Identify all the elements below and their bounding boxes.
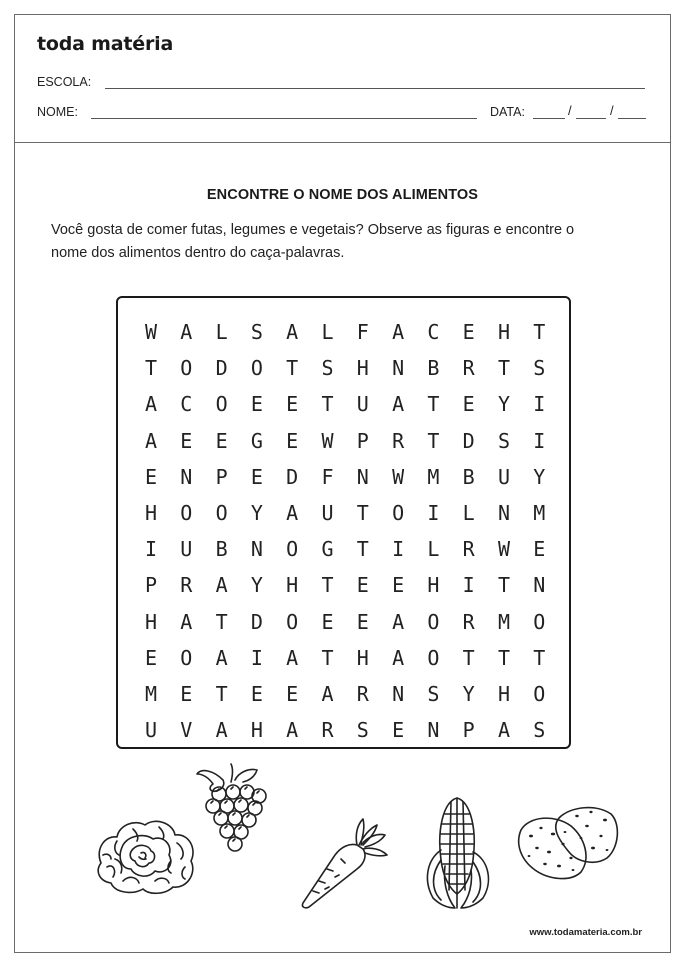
grid-letter[interactable]: B bbox=[462, 464, 475, 489]
grid-letter[interactable]: R bbox=[392, 428, 405, 453]
grid-letter[interactable]: T bbox=[321, 645, 334, 670]
grid-letter[interactable]: E bbox=[180, 682, 193, 706]
grid-letter[interactable]: P bbox=[462, 718, 475, 743]
grid-letter[interactable]: M bbox=[533, 501, 546, 525]
date-month-field[interactable] bbox=[576, 118, 606, 119]
grid-letter[interactable]: E bbox=[250, 464, 263, 489]
grid-letter[interactable]: I bbox=[533, 392, 546, 417]
grid-letter[interactable]: T bbox=[356, 501, 369, 525]
grid-letter[interactable]: B bbox=[427, 356, 440, 381]
grid-letter[interactable]: O bbox=[250, 356, 263, 381]
grid-letter[interactable]: E bbox=[462, 320, 475, 344]
grid-letter[interactable]: A bbox=[392, 392, 405, 417]
grid-letter[interactable]: A bbox=[215, 718, 228, 743]
grid-letter[interactable]: Y bbox=[462, 682, 475, 706]
grid-letter[interactable]: G bbox=[250, 428, 263, 453]
grid-letter[interactable]: A bbox=[286, 320, 299, 344]
grid-letter[interactable]: E bbox=[286, 682, 299, 706]
grid-letter[interactable]: O bbox=[286, 537, 299, 562]
grid-letter[interactable]: I bbox=[462, 573, 475, 598]
grid-letter[interactable]: O bbox=[392, 501, 405, 525]
grid-letter[interactable]: U bbox=[180, 537, 193, 562]
grid-letter[interactable]: E bbox=[250, 682, 263, 706]
grid-letter[interactable]: N bbox=[392, 682, 405, 706]
grid-letter[interactable]: O bbox=[533, 682, 546, 706]
date-year-field[interactable] bbox=[618, 118, 646, 119]
grid-letter[interactable]: Y bbox=[533, 464, 546, 489]
grid-letter[interactable]: R bbox=[321, 718, 334, 743]
brand-logo: toda matéria bbox=[37, 33, 174, 55]
website-url: www.todamateria.com.br bbox=[529, 927, 642, 938]
grid-letter[interactable]: L bbox=[462, 501, 475, 525]
grid-letter[interactable]: A bbox=[180, 609, 193, 634]
grid-letter[interactable]: F bbox=[356, 320, 369, 344]
grid-letter[interactable]: T bbox=[497, 573, 511, 598]
grid-letter[interactable]: H bbox=[427, 573, 440, 598]
grid-letter[interactable]: H bbox=[356, 645, 369, 670]
grid-letter[interactable]: N bbox=[180, 464, 193, 489]
grid-letter[interactable]: E bbox=[250, 392, 263, 417]
grid-letter[interactable]: O bbox=[286, 609, 299, 634]
date-separator: / bbox=[568, 103, 572, 118]
grid-letter[interactable]: R bbox=[356, 682, 369, 706]
grid-letter[interactable]: H bbox=[356, 356, 369, 381]
grid-letter[interactable]: I bbox=[392, 537, 405, 562]
grid-letter[interactable]: O bbox=[215, 392, 228, 417]
grid-letter[interactable]: N bbox=[356, 464, 369, 489]
activity-title: ENCONTRE O NOME DOS ALIMENTOS bbox=[206, 187, 479, 203]
grid-letter[interactable]: S bbox=[427, 682, 440, 706]
grid-letter[interactable]: A bbox=[286, 718, 299, 743]
worksheet-header bbox=[15, 15, 670, 143]
potatoes-icon bbox=[515, 800, 621, 887]
grid-letter[interactable]: S bbox=[533, 718, 546, 743]
grid-letter[interactable]: I bbox=[533, 428, 546, 453]
grid-letter[interactable]: M bbox=[427, 464, 440, 489]
grid-letter[interactable]: E bbox=[462, 392, 475, 417]
grid-letter[interactable]: T bbox=[427, 428, 440, 453]
date-separator: / bbox=[610, 103, 614, 118]
grid-letter[interactable]: A bbox=[215, 573, 228, 598]
grid-letter[interactable]: E bbox=[286, 392, 299, 417]
data-label: DATA: bbox=[490, 105, 525, 119]
grid-letter[interactable]: Y bbox=[250, 501, 263, 525]
grid-letter[interactable]: E bbox=[356, 573, 369, 598]
grapes-icon bbox=[193, 760, 277, 865]
grid-letter[interactable]: V bbox=[180, 718, 193, 743]
grid-letter[interactable]: H bbox=[144, 501, 158, 525]
grid-letter[interactable]: H bbox=[144, 609, 158, 634]
grid-letter[interactable]: A bbox=[180, 320, 193, 344]
grid-letter[interactable]: F bbox=[321, 464, 334, 489]
grid-letter[interactable]: E bbox=[392, 573, 405, 598]
grid-letter[interactable]: U bbox=[356, 392, 369, 417]
grid-letter[interactable]: A bbox=[392, 320, 405, 344]
grid-letter[interactable]: E bbox=[144, 645, 158, 670]
grid-letter[interactable]: A bbox=[392, 609, 405, 634]
grid-letter[interactable]: Y bbox=[250, 573, 263, 598]
grid-letter[interactable]: D bbox=[462, 428, 475, 453]
grid-letter[interactable]: N bbox=[427, 718, 440, 743]
grid-letter[interactable]: T bbox=[533, 320, 546, 344]
grid-letter[interactable]: O bbox=[180, 501, 193, 525]
grid-letter[interactable]: T bbox=[497, 645, 511, 670]
grid-letter[interactable]: S bbox=[356, 718, 369, 743]
grid-letter[interactable]: D bbox=[250, 609, 263, 634]
word-search-grid bbox=[116, 296, 571, 749]
grid-letter[interactable]: D bbox=[286, 464, 299, 489]
grid-letter[interactable]: P bbox=[356, 428, 369, 453]
grid-letter[interactable]: T bbox=[356, 537, 369, 562]
grid-letter[interactable]: T bbox=[497, 356, 511, 381]
grid-letter[interactable]: E bbox=[180, 428, 193, 453]
grid-letter[interactable]: T bbox=[215, 609, 228, 634]
grid-letter[interactable]: I bbox=[427, 501, 440, 525]
grid-letter[interactable]: C bbox=[180, 392, 193, 417]
grid-letter[interactable]: E bbox=[321, 609, 334, 634]
grid-letter[interactable]: M bbox=[144, 682, 158, 706]
grid-letter[interactable]: R bbox=[462, 356, 475, 381]
grid-letter[interactable]: A bbox=[321, 682, 334, 706]
grid-letter[interactable]: T bbox=[533, 645, 546, 670]
grid-letter[interactable]: O bbox=[533, 609, 546, 634]
grid-letter[interactable]: L bbox=[215, 320, 228, 344]
grid-letter[interactable]: W bbox=[497, 537, 511, 562]
grid-letter[interactable]: S bbox=[533, 356, 546, 381]
grid-letter[interactable]: H bbox=[497, 320, 511, 344]
grid-letter[interactable]: O bbox=[215, 501, 228, 525]
grid-letter[interactable]: M bbox=[497, 609, 511, 634]
carrot-icon bbox=[297, 815, 393, 920]
grid-letter[interactable]: N bbox=[533, 573, 546, 598]
nome-label: NOME: bbox=[37, 105, 78, 119]
lettuce-icon bbox=[93, 815, 199, 902]
grid-letter[interactable]: W bbox=[321, 428, 334, 453]
grid-letter[interactable]: B bbox=[215, 537, 228, 562]
grid-letter[interactable]: U bbox=[144, 718, 158, 743]
grid-letter[interactable]: A bbox=[144, 392, 158, 417]
grid-letter[interactable]: N bbox=[392, 356, 405, 381]
grid-letter[interactable]: T bbox=[215, 682, 228, 706]
grid-letter[interactable]: E bbox=[144, 464, 158, 489]
grid-letter[interactable]: T bbox=[321, 573, 334, 598]
grid-letter[interactable]: T bbox=[462, 645, 475, 670]
grid-letter[interactable]: C bbox=[427, 320, 440, 344]
grid-letter[interactable]: E bbox=[392, 718, 405, 743]
grid-letter[interactable]: S bbox=[497, 428, 511, 453]
grid-letter[interactable]: U bbox=[321, 501, 334, 525]
escola-label: ESCOLA: bbox=[37, 75, 92, 89]
grid-letter[interactable]: I bbox=[250, 645, 263, 670]
nome-field[interactable] bbox=[91, 118, 477, 119]
grid-letter[interactable]: A bbox=[286, 501, 299, 525]
grid-letter[interactable]: R bbox=[462, 537, 475, 562]
grid-letter[interactable]: S bbox=[250, 320, 263, 344]
grid-letter[interactable]: W bbox=[144, 320, 158, 344]
date-day-field[interactable] bbox=[533, 118, 565, 119]
grid-letter[interactable]: L bbox=[321, 320, 334, 344]
grid-letter[interactable]: R bbox=[180, 573, 193, 598]
grid-letter[interactable]: H bbox=[497, 682, 511, 706]
grid-letter[interactable]: A bbox=[497, 718, 511, 743]
worksheet-page bbox=[14, 14, 671, 953]
grid-letter[interactable]: E bbox=[215, 428, 228, 453]
grid-letter[interactable]: H bbox=[286, 573, 299, 598]
grid-letter[interactable]: S bbox=[321, 356, 334, 381]
activity-instructions: Você gosta de comer futas, legumes e vegetais? Observe as figuras e encontre o nome dos alimentos dentro do caça-palavras. bbox=[51, 222, 575, 261]
grid-letter[interactable]: T bbox=[427, 392, 440, 417]
grid-letter[interactable]: E bbox=[356, 609, 369, 634]
grid-letter[interactable]: T bbox=[286, 356, 299, 381]
grid-letter[interactable]: A bbox=[392, 645, 405, 670]
grid-letter[interactable]: O bbox=[180, 645, 193, 670]
grid-letter[interactable]: W bbox=[392, 464, 405, 489]
grid-letter[interactable]: Y bbox=[497, 392, 511, 417]
corn-icon bbox=[413, 790, 505, 917]
escola-field[interactable] bbox=[105, 88, 645, 89]
grid-letter[interactable]: I bbox=[144, 537, 158, 562]
grid-letter[interactable]: U bbox=[497, 464, 511, 489]
grid-letter[interactable]: O bbox=[180, 356, 193, 381]
grid-letter[interactable]: P bbox=[144, 573, 158, 598]
grid-letter[interactable]: L bbox=[427, 537, 440, 562]
grid-letter[interactable]: H bbox=[250, 718, 263, 743]
grid-letter[interactable]: E bbox=[286, 428, 299, 453]
grid-letter[interactable]: A bbox=[286, 645, 299, 670]
grid-letter[interactable]: N bbox=[250, 537, 263, 562]
grid-letter[interactable]: A bbox=[144, 428, 158, 453]
grid-letter[interactable]: O bbox=[427, 609, 440, 634]
grid-letter[interactable]: E bbox=[533, 537, 546, 562]
grid-letter[interactable]: P bbox=[215, 464, 228, 489]
grid-letter[interactable]: T bbox=[321, 392, 334, 417]
grid-letter[interactable]: A bbox=[215, 645, 228, 670]
grid-letter[interactable]: T bbox=[144, 356, 158, 381]
grid-letter[interactable]: R bbox=[462, 609, 475, 634]
grid-letter[interactable]: N bbox=[497, 501, 511, 525]
grid-letter[interactable]: G bbox=[321, 537, 334, 562]
grid-letter[interactable]: D bbox=[215, 356, 228, 381]
grid-letter[interactable]: O bbox=[427, 645, 440, 670]
